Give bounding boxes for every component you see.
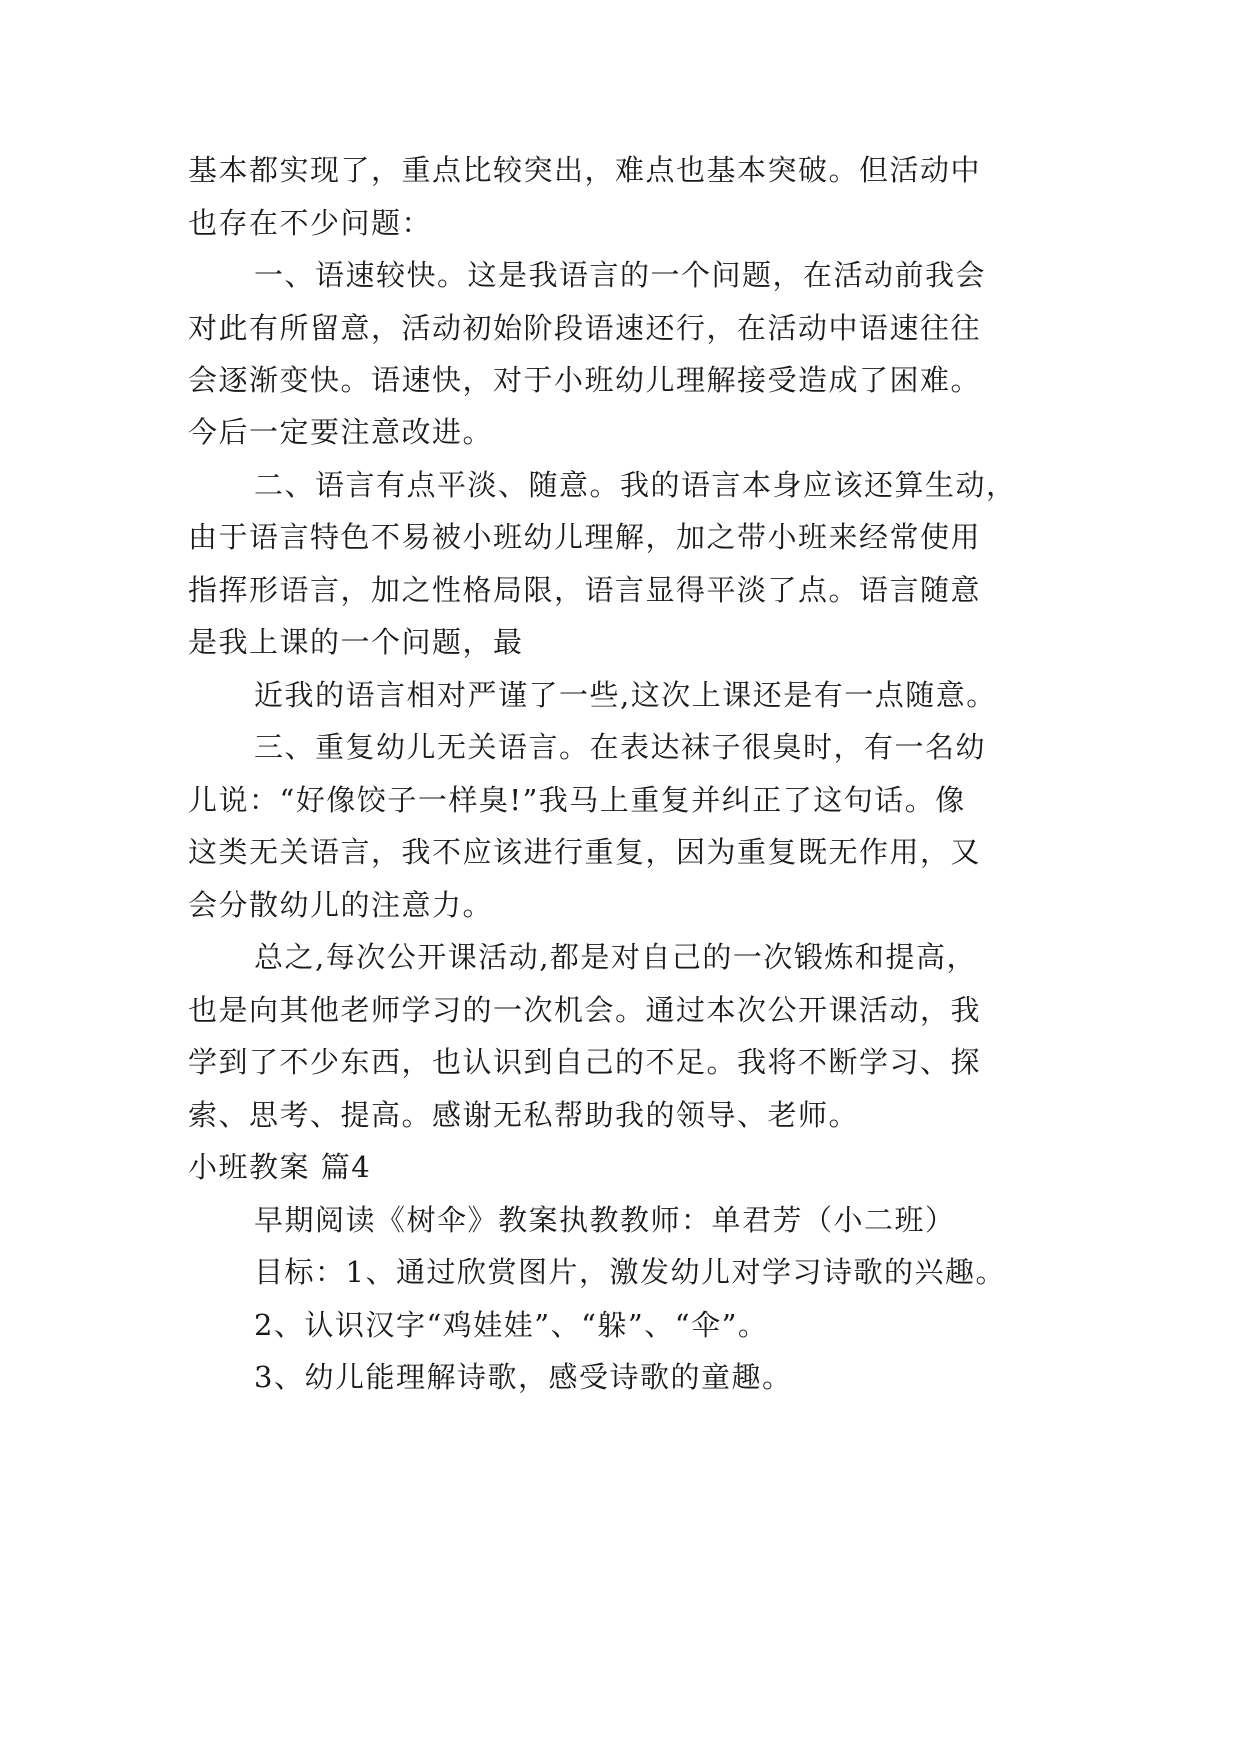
text-line: 这类无关语言，我不应该进行重复，因为重复既无作用，又: [188, 835, 982, 869]
text-line: 总之,每次公开课活动,都是对自己的一次锻炼和提高，: [254, 940, 977, 974]
text-line: 对此有所留意，活动初始阶段语速还行，在活动中语速往往: [188, 311, 982, 345]
text-line: 儿说：“好像饺子一样臭!”我马上重复并纠正了这句话。像: [188, 783, 966, 817]
text-line: 目标：1、通过欣赏图片，激发幼儿对学习诗歌的兴趣。: [254, 1255, 1006, 1289]
text-line: 是我上课的一个问题，最: [188, 625, 524, 659]
text-line: 学到了不少东西，也认识到自己的不足。我将不断学习、探: [188, 1045, 982, 1079]
text-line: 近我的语言相对严谨了一些,这次上课还是有一点随意。: [254, 678, 997, 712]
text-line: 指挥形语言，加之性格局限，语言显得平淡了点。语言随意: [188, 573, 982, 607]
text-line: 由于语言特色不易被小班幼儿理解，加之带小班来经常使用: [188, 520, 982, 554]
text-line: 基本都实现了，重点比较突出，难点也基本突破。但活动中: [188, 153, 982, 187]
text-line: 索、思考、提高。感谢无私帮助我的领导、老师。: [188, 1098, 860, 1132]
text-line: 会逐渐变快。语速快，对于小班幼儿理解接受造成了困难。: [188, 363, 982, 397]
text-line: 会分散幼儿的注意力。: [188, 888, 494, 922]
section-heading: 小班教案 篇4: [188, 1150, 372, 1184]
text-line: 三、重复幼儿无关语言。在表达袜子很臭时，有一名幼: [254, 730, 987, 764]
text-line: 3、幼儿能理解诗歌，感受诗歌的童趣。: [254, 1360, 793, 1394]
text-line: 今后一定要注意改进。: [188, 415, 494, 449]
text-line: 也存在不少问题：: [188, 206, 433, 240]
text-line: 也是向其他老师学习的一次机会。通过本次公开课活动，我: [188, 993, 982, 1027]
text-line: 2、认识汉字“鸡娃娃”、“躲”、“伞”。: [254, 1308, 769, 1342]
text-line: 早期阅读《树伞》教案执教教师：单君芳（小二班）: [254, 1203, 956, 1237]
text-line: 一、语速较快。这是我语言的一个问题，在活动前我会: [254, 258, 987, 292]
text-line: 二、语言有点平淡、随意。我的语言本身应该还算生动，: [254, 468, 1017, 502]
